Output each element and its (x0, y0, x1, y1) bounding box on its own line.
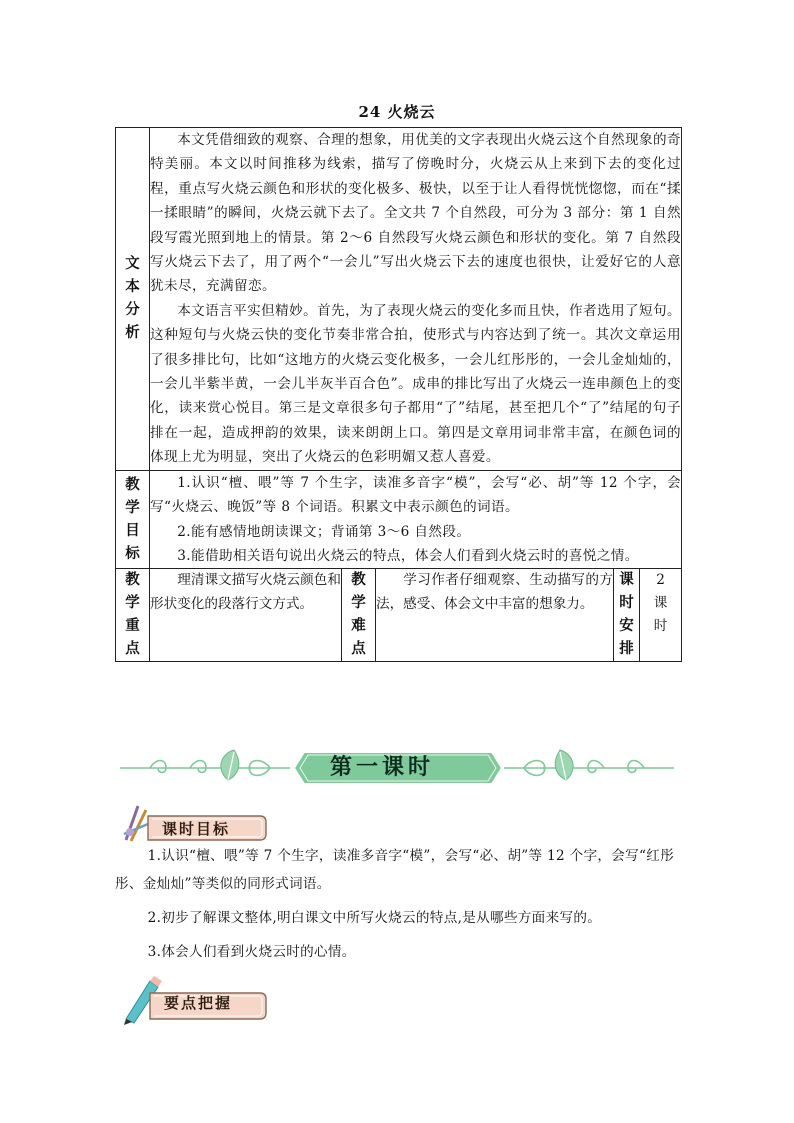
document-title: 24 火烧云 (358, 103, 436, 121)
analysis-paragraph: 本文凭借细致的观察、合理的想象，用优美的文字表现出火烧云这个自然现象的奇特美丽。本文以时间推移为线索，描写了傍晚时分，火烧云从上来到下去的变化过程，重点写火烧云颜色和形状的变化极多、极快，以至于让人看得恍恍惚惚，而在“揉一揉眼睛”的瞬间，火烧云就下去了。全文共 7 个自然段，可分为 3 部分：第 1 自然段写霞光照到地上的情景。第 2～6 自然段写火烧云颜色和形状的变化。第 7 自然段写火烧云下去了，用了两个“一会儿”写出火烧云下去的速度也很快，让爱好它的人意犹未尽，充满留恋。 (150, 132, 682, 295)
key-points-content (150, 569, 342, 662)
lesson-goal-item: 2.初步了解课文整体,明白课文中所写火烧云的特点,是从哪些方面来写的。 (147, 910, 602, 926)
right-vine-ornament (504, 761, 674, 776)
teaching-goals-content (150, 470, 682, 569)
key-points-label: 教学重点 (125, 572, 140, 658)
text-analysis-header (116, 128, 150, 471)
schedule-header (614, 569, 640, 662)
lesson-goal-item: 3.体会人们看到火烧云时的心情。 (147, 944, 356, 960)
difficulties-text: 学习作者仔细观察、生动描写的方法，感受、体会文中丰富的想象力。 (376, 572, 613, 612)
lesson-goals-tag-label: 课时目标 (162, 820, 231, 838)
text-analysis-label: 文本分析 (125, 255, 140, 341)
schedule-value: 2 课时 (653, 572, 668, 635)
text-analysis-row (116, 128, 682, 471)
lesson-goal-item: 1.认识“檀、喂”等 7 个生字，读准多音字“模”，会写“必、胡”等 12 个字，会写“红彤彤、金灿灿”等类似的同形式词语。 (115, 848, 675, 892)
teaching-goals-header (116, 470, 150, 569)
schedule-label: 课时安排 (619, 572, 634, 658)
key-points-header (116, 569, 150, 662)
teaching-goals-label: 教学目标 (125, 476, 140, 562)
analysis-paragraph: 本文语言平实但精妙。首先，为了表现火烧云的变化多而且快，作者选用了短句。这种短句与火烧云快的变化节奏非常合拍，使形式与内容达到了统一。其次文章运用了很多排比句，比如“这地方的火烧云变化极多，一会儿红彤彤的，一会儿金灿灿的，一会儿半紫半黄，一会儿半灰半百合色”。成串的排比写出了火烧云一连串颜色上的变化，读来赏心悦目。第三是文章很多句子都用“了”结尾，甚至把几个“了”结尾的句子排在一起，造成押韵的效果，读来朗朗上口。第四是文章用词非常丰富，在颜色词的体现上尤为明显，突出了火烧云的色彩明媚又惹人喜爱。 (150, 302, 682, 466)
text-analysis-content (150, 128, 682, 471)
difficulties-content (376, 569, 614, 662)
teaching-goals-row (116, 470, 682, 569)
left-leaf-icon (221, 750, 239, 780)
lesson-plan-table (115, 127, 682, 662)
schedule-value-cell (640, 569, 682, 662)
goal-item: 2.能有感情地朗读课文；背诵第 3～6 自然段。 (177, 523, 471, 540)
difficulties-header (342, 569, 376, 662)
goal-item: 1.认识“檀、喂”等 7 个生字，读准多音字“模”，会写“必、胡”等 12 个字，会写“火烧云、晚饭”等 8 个词语。积累文中表示颜色的词语。 (150, 474, 682, 516)
goal-item: 3.能借助相关语句说出火烧云的特点，体会人们看到火烧云时的喜悦之情。 (177, 547, 639, 564)
lesson-goals-list (115, 842, 683, 966)
key-points-tag-label: 要点把握 (164, 994, 233, 1012)
right-leaf-icon (555, 750, 573, 780)
brushes-icon (124, 806, 148, 841)
left-vine-ornament (120, 761, 290, 776)
difficulties-label: 教学难点 (351, 572, 366, 658)
key-points-text: 理清课文描写火烧云颜色和形状变化的段落行文方式。 (150, 572, 341, 612)
banner-title: 第一课时 (329, 754, 434, 780)
key-points-row (116, 569, 682, 662)
